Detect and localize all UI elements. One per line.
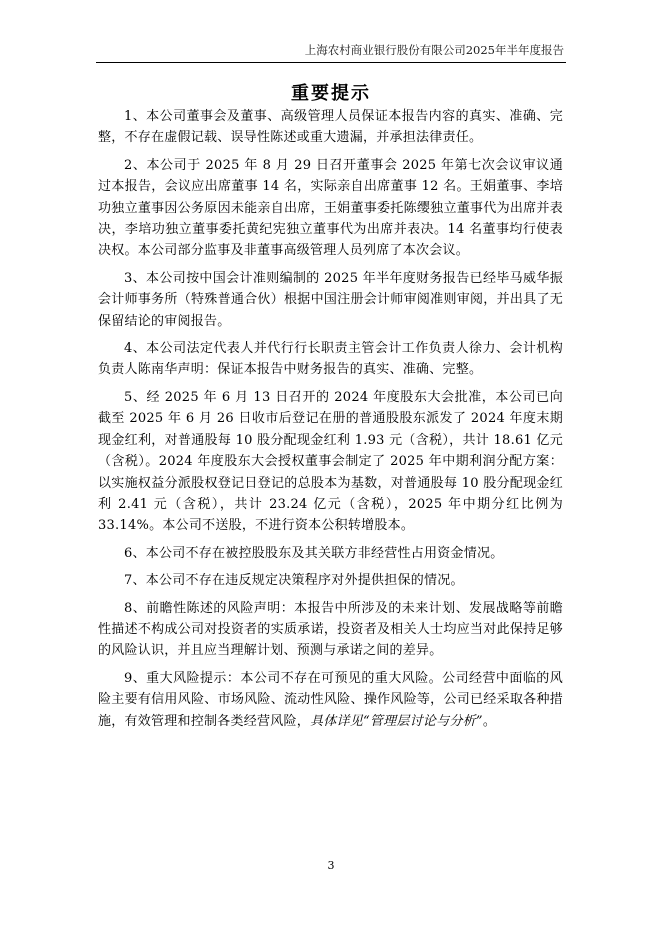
important-notice-body <box>98 106 563 738</box>
notice-item-6: 6、本公司不存在被控股股东及其关联方非经营性占用资金情况。 <box>124 545 504 561</box>
notice-item-1: 1、本公司董事会及董事、高级管理人员保证本报告内容的真实、准确、完整，不存在虚假记载、误导性陈述或重大遗漏，并承担法律责任。 <box>98 109 563 146</box>
page-title: 重要提示 <box>291 83 371 104</box>
risk-statement-tail: 。 <box>482 713 497 729</box>
notice-item-8: 8、前瞻性陈述的风险声明：本报告中所涉及的未来计划、发展战略等前瞻性描述不构成公司对投资者的实质承诺，投资者及相关人士均应当对此保持足够的风险认识，并且应当理解计划、预测与承诺之间的差异。 <box>98 600 563 659</box>
notice-item-4: 4、本公司法定代表人并代行行长职责主管会计工作负责人徐力、会计机构负责人陈南华声明：保证本报告中财务报告的真实、准确、完整。 <box>98 341 563 378</box>
header-divider <box>96 62 566 63</box>
risk-reference-emphasis: 具体详见“管理层讨论与分析” <box>310 713 483 729</box>
notice-item-2: 2、本公司于 2025 年 8 月 29 日召开董事会 2025 年第七次会议审议通过本报告，会议应出席董事 14 名，实际亲自出席董事 12 名。王娟董事、李培功独立董事因公务原因未能亲自出席，王娟董事委托陈缨独立董事代为出席并表决，李培功独立董事委托黄纪宪独立董事代为出席并表决。14 名董事均行使表决权。本公司部分监事及非董事高级管理人员列席了本次会议。 <box>98 157 563 259</box>
report-running-header: 上海农村商业银行股份有限公司2025年半年度报告 <box>304 43 564 57</box>
notice-item-7: 7、本公司不存在违反规定决策程序对外提供担保的情况。 <box>124 573 464 589</box>
notice-item-3: 3、本公司按中国会计准则编制的 2025 年半年度财务报告已经毕马威华振会计师事务所（特殊普通合伙）根据中国注册会计师审阅准则审阅，并出具了无保留结论的审阅报告。 <box>98 270 563 329</box>
notice-item-9 <box>98 668 563 732</box>
risk-statement-text: 9、重大风险提示：本公司不存在可预见的重大风险。公司经营中面临的风险主要有信用风险、市场风险、流动性风险、操作风险等，公司已经采取各种措施，有效管理和控制各类经营风险， <box>98 670 563 729</box>
notice-item-5: 5、经 2025 年 6 月 13 日召开的 2024 年度股东大会批准，本公司已向截至 2025 年 6 月 26 日收市后登记在册的普通股股东派发了 2024 年度末期现金红利，对普通股每 10 股分配现金红利 1.93 元（含税），共计 18.61 亿元（含税）。2024 年度股东大会授权董事会制定了 2025 年中期利润分配方案：以实施权益分派股权登记日登记的总股本为基数，对普通股每 10 股分配现金红利 2.41 元（含税），共计 23.24 亿元（含税），2025 年中期分红比例为 33.14%。本公司不送股，不进行资本公积转增股本。 <box>98 389 563 534</box>
page-number: 3 <box>327 859 335 872</box>
